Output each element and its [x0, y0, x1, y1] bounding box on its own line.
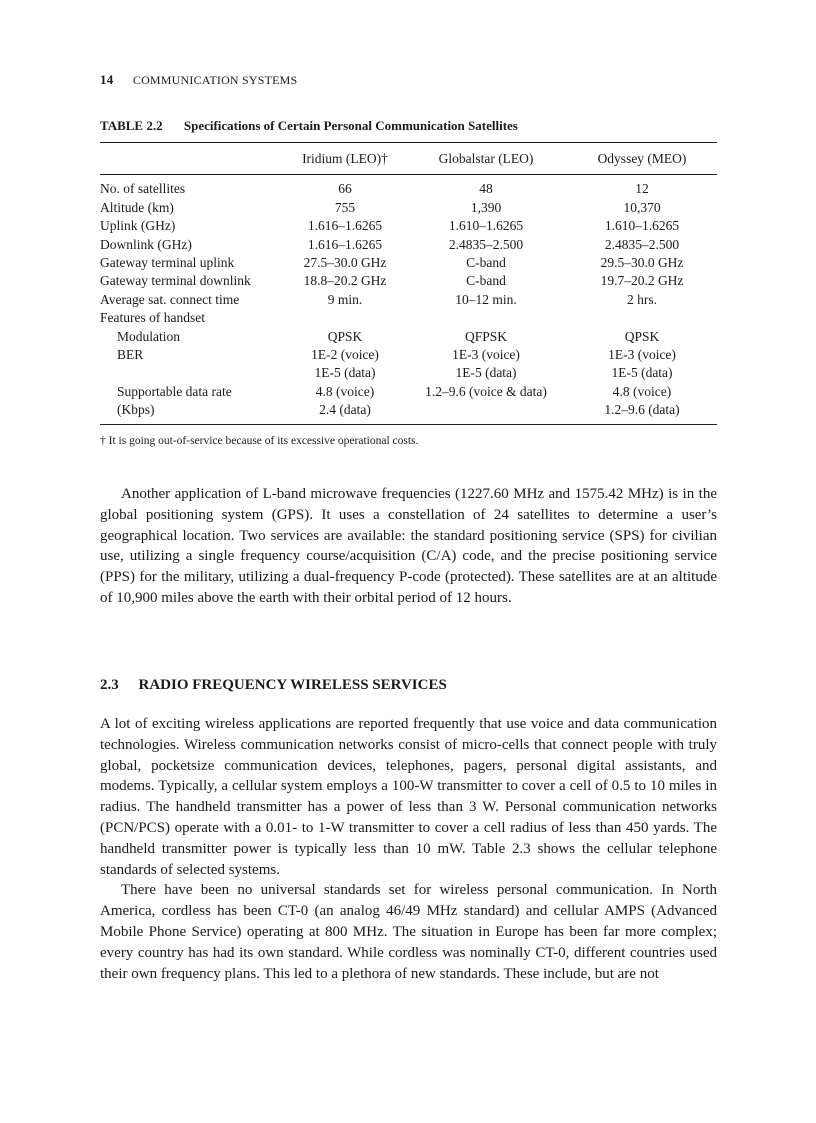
table-row [100, 175, 717, 199]
table-title: Specifications of Certain Personal Communication Satellites [183, 118, 518, 133]
row-label: Downlink (GHz) [100, 236, 192, 252]
table-cell: 1E-2 (voice) [311, 347, 379, 363]
table-cell: 48 [479, 181, 493, 197]
table-cell: 1,390 [470, 199, 502, 215]
column-header-globalstar: Globalstar (LEO) [405, 143, 567, 175]
table-cell: 18.8–20.2 GHz [303, 273, 387, 289]
table-row [100, 272, 717, 290]
table-cell [285, 309, 405, 327]
table-cell: 10,370 [623, 199, 661, 215]
section-heading [100, 677, 447, 694]
row-label: Average sat. connect time [100, 291, 240, 307]
row-label: Uplink (GHz) [100, 218, 176, 234]
table-cell: 2.4835–2.500 [448, 236, 524, 252]
section-body [100, 714, 717, 984]
paragraph-gps: Another application of L-band microwave frequencies (1227.60 MHz and 1575.42 MHz) is in the global positioning system (GPS). It uses a constellation of 24 satellites to determine a user’s geographical location. Two services are available: the standard positioning service (SPS) for civilian use, utilizing a single frequency course/acquisition (C/A) code, and the precise positioning service (PPS) for the military, utilizing a dual-frequency P-code (protected). These satellites are at an altitude of 10,900 miles above the earth with their orbital period of 12 hours. [100, 486, 717, 606]
table-cell: C-band [466, 255, 506, 271]
table-row [100, 254, 717, 272]
row-label: BER [117, 347, 144, 363]
table-cell: C-band [466, 273, 506, 289]
table-row [100, 199, 717, 217]
table-cell: 4.8 (voice) [315, 383, 375, 399]
table-row [100, 217, 717, 235]
table-cell: 2.4 (data) [285, 401, 405, 424]
table-body [100, 175, 717, 424]
table-row [100, 291, 717, 309]
table-cell: QPSK [624, 328, 660, 344]
table-cell: 2.4835–2.500 [604, 236, 680, 252]
satellite-specs-table [100, 142, 717, 425]
table-cell: 2 hrs. [627, 291, 657, 307]
table-cell: 1.2–9.6 (data) [567, 401, 717, 424]
table-cell: 29.5–30.0 GHz [600, 255, 684, 271]
table-cell: QPSK [327, 328, 363, 344]
table-cell: 755 [334, 199, 356, 215]
row-label: Features of handset [100, 310, 205, 326]
table-cell: 9 min. [327, 291, 363, 307]
section-title: RADIO FREQUENCY WIRELESS SERVICES [138, 677, 447, 693]
row-label: (Kbps) [100, 401, 285, 424]
table-cell: 1E-3 (voice) [452, 347, 520, 363]
table-cell: 19.7–20.2 GHz [600, 273, 684, 289]
table-cell: 1.610–1.6265 [604, 218, 680, 234]
row-label: Modulation [117, 328, 180, 344]
table-cell [405, 401, 567, 424]
table-row [100, 383, 717, 401]
row-label: Gateway terminal uplink [100, 255, 235, 271]
table-row [100, 364, 717, 382]
table-cell [567, 309, 717, 327]
table-cell: QFPSK [464, 328, 508, 344]
table-cell: 1.616–1.6265 [307, 218, 383, 234]
table-caption [100, 118, 518, 134]
table-cell: 4.8 (voice) [612, 383, 672, 399]
table-cell: 1E-5 (data) [611, 365, 673, 381]
gps-paragraph-block [100, 484, 717, 609]
table-cell: 12 [635, 181, 649, 197]
table-row [100, 346, 717, 364]
table-row [100, 401, 717, 424]
table-cell: 10–12 min. [455, 291, 517, 307]
column-header-blank [100, 143, 285, 175]
table-cell: 66 [338, 181, 352, 197]
table-cell: 1.610–1.6265 [448, 218, 524, 234]
table-cell: 1E-5 (data) [314, 365, 376, 381]
section-number: 2.3 [100, 677, 119, 693]
row-label: Altitude (km) [100, 199, 174, 215]
paragraph-standards: There have been no universal standards set for wireless personal communication. In North America, cordless has been CT-0 (an analog 46/49 MHz standard) and cellular AMPS (Advanced Mobile Phone Service) operating at 800 MHz. The situation in Europe has been far more complex; every country has had its own standard. While cordless was nominally CT-0, different countries used their own frequency plans. This led to a plethora of new standards. These include, but are not [100, 882, 717, 982]
table-cell: 27.5–30.0 GHz [303, 255, 387, 271]
table-label: TABLE 2.2 [100, 118, 163, 133]
table-row [100, 309, 717, 327]
table-footnote: † It is going out-of-service because of its excessive operational costs. [100, 435, 419, 447]
table-header-row [100, 143, 717, 175]
row-label: Gateway terminal downlink [100, 273, 251, 289]
paragraph-wireless: A lot of exciting wireless applications are reported frequently that use voice and data communication technologies. Wireless communication networks consist of micro-cells that connect people with truly global, pocketsize communication devices, telephones, pagers, personal digital assistants, and modems. Typically, a cellular system employs a 100-W transmitter to cover a cell of 0.5 to 10 miles in radius. The handheld transmitter has a power of less than 3 W. Personal communication networks (PCN/PCS) operate with a 0.01- to 1-W transmitter to cover a cell radius of less than 450 yards. The handheld transmitter power is typically less than 10 mW. Table 2.3 shows the cellular telephone standards of selected systems. [100, 716, 717, 878]
row-label: No. of satellites [100, 181, 186, 197]
table-cell: 1E-5 (data) [455, 365, 517, 381]
column-header-odyssey: Odyssey (MEO) [567, 143, 717, 175]
table-cell [405, 309, 567, 327]
page-number: 14 [100, 72, 114, 87]
table-cell: 1.2–9.6 (voice & data) [425, 383, 547, 399]
table-row [100, 236, 717, 254]
running-title: COMMUNICATION SYSTEMS [132, 73, 298, 87]
row-label [100, 364, 285, 382]
row-label: Supportable data rate [117, 383, 232, 399]
table-cell: 1E-3 (voice) [608, 347, 676, 363]
table-row [100, 328, 717, 346]
running-head [100, 72, 297, 88]
table-cell: 1.616–1.6265 [307, 236, 383, 252]
column-header-iridium: Iridium (LEO)† [285, 143, 405, 175]
